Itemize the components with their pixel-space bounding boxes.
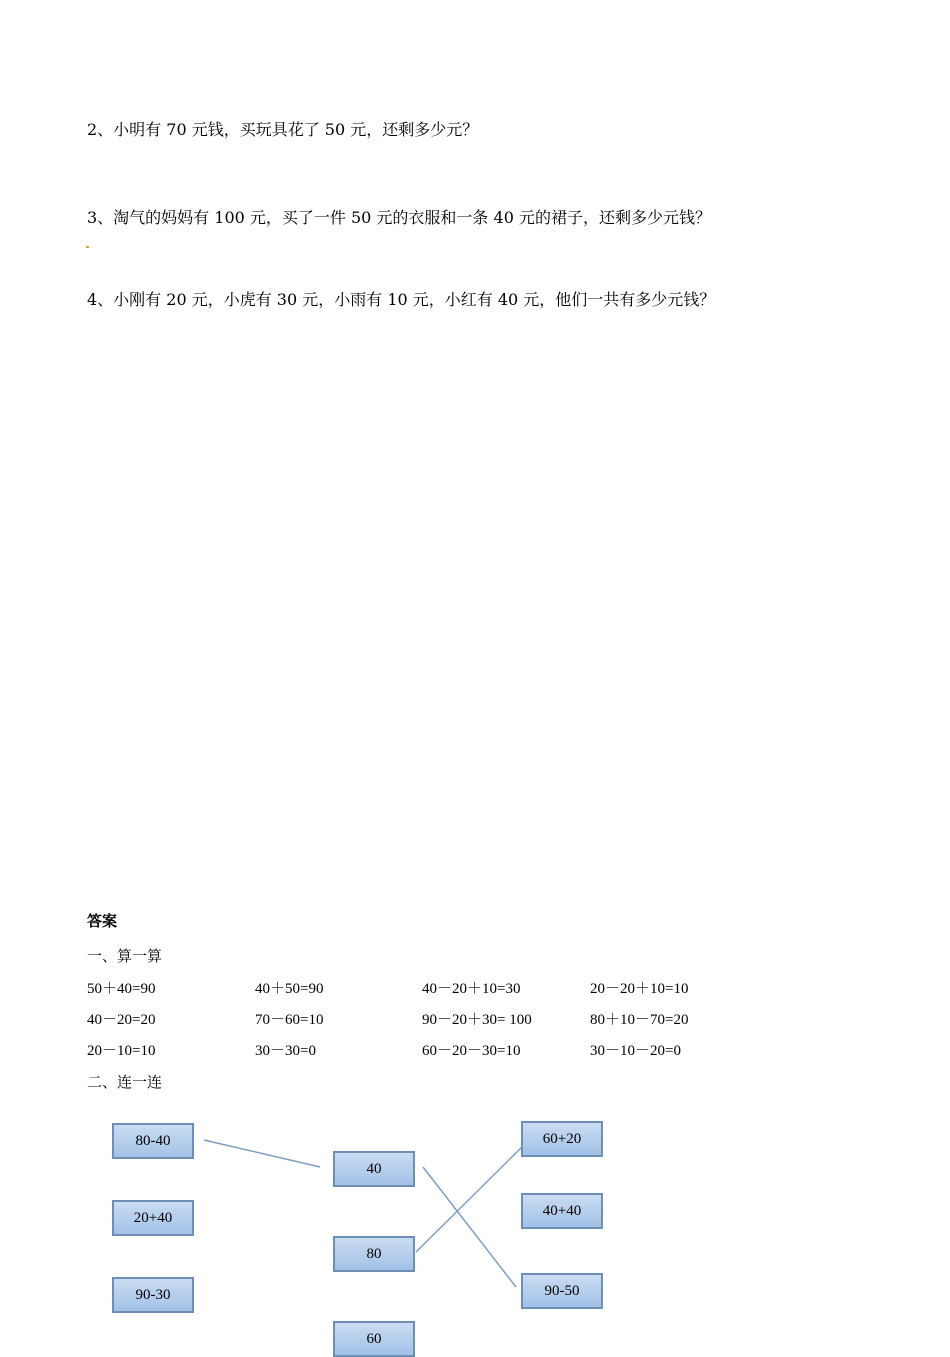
match-box-60: 60 <box>333 1321 415 1357</box>
answer-cell: 40－20=20 <box>87 1012 156 1028</box>
match-box-90-30: 90-30 <box>112 1277 194 1313</box>
question-4: 4、小刚有 20 元，小虎有 30 元，小雨有 10 元，小红有 40 元，他们一共有多少元钱？ <box>87 290 716 309</box>
match-box-60+20: 60+20 <box>521 1121 603 1157</box>
question-2: 2、小明有 70 元钱，买玩具花了 50 元，还剩多少元？ <box>87 120 479 139</box>
answer-cell: 70－60=10 <box>255 1012 324 1028</box>
answer-cell: 40－20＋10=30 <box>422 981 521 997</box>
answer-cell: 50＋40=90 <box>87 981 156 997</box>
answers-title: 答案 <box>87 912 118 930</box>
match-box-80: 80 <box>333 1236 415 1272</box>
answer-cell: 30－10－20=0 <box>590 1043 681 1059</box>
answer-cell: 80＋10－70=20 <box>590 1012 689 1028</box>
match-box-90-50: 90-50 <box>521 1273 603 1309</box>
section-match-heading: 二、连一连 <box>87 1073 163 1091</box>
match-line <box>416 1147 522 1252</box>
match-box-40: 40 <box>333 1151 415 1187</box>
match-line <box>423 1167 516 1287</box>
section-calculate-heading: 一、算一算 <box>87 947 163 965</box>
match-box-80-40: 80-40 <box>112 1123 194 1159</box>
match-box-40+40: 40+40 <box>521 1193 603 1229</box>
answer-cell: 20－10=10 <box>87 1043 156 1059</box>
answer-cell: 90－20＋30= 100 <box>422 1012 532 1028</box>
answer-cell: 60－20－30=10 <box>422 1043 521 1059</box>
answer-cell: 30－30=0 <box>255 1043 316 1059</box>
match-line <box>204 1140 320 1167</box>
answer-cell: 20－20＋10=10 <box>590 981 689 997</box>
match-box-20+40: 20+40 <box>112 1200 194 1236</box>
question-3: 3、淘气的妈妈有 100 元，买了一件 50 元的衣服和一条 40 元的裙子，还剩多少元钱？ <box>87 208 711 227</box>
answer-cell: 40＋50=90 <box>255 981 324 997</box>
